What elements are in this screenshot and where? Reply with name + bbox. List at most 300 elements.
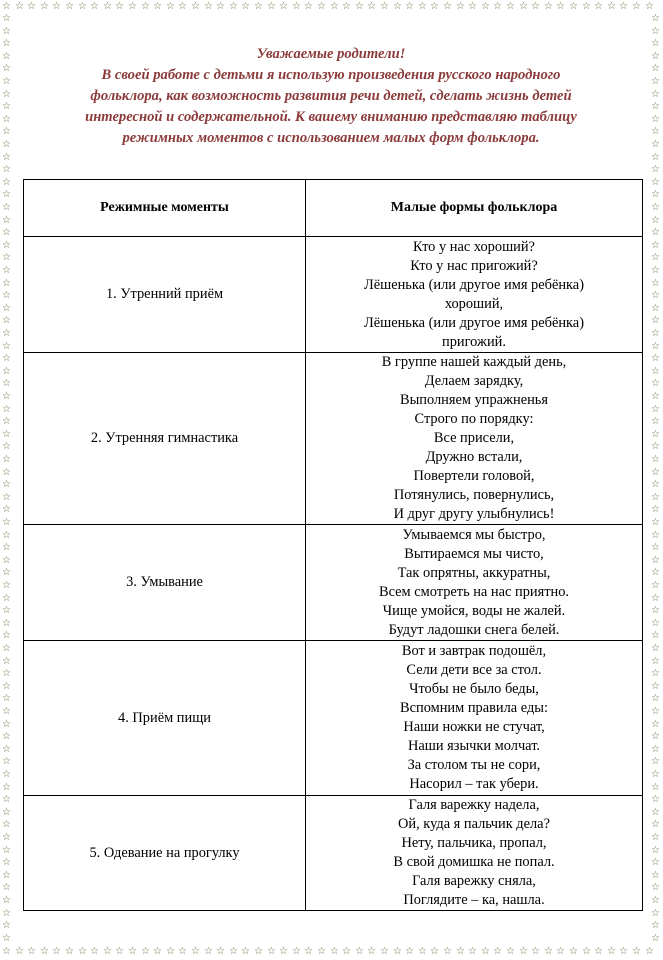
verse-line: Галя варежку надела, — [408, 797, 540, 813]
star-icon: ☆ — [651, 189, 660, 200]
star-icon: ☆ — [651, 366, 660, 377]
star-icon: ☆ — [632, 1, 641, 12]
star-icon: ☆ — [2, 1, 11, 12]
star-icon: ☆ — [216, 1, 225, 12]
star-icon: ☆ — [651, 870, 660, 881]
star-icon: ☆ — [103, 946, 112, 957]
star-icon: ☆ — [607, 946, 616, 957]
star-icon: ☆ — [78, 946, 87, 957]
star-icon: ☆ — [342, 946, 351, 957]
star-icon: ☆ — [52, 946, 61, 957]
star-icon: ☆ — [279, 946, 288, 957]
star-icon: ☆ — [2, 794, 11, 805]
star-icon: ☆ — [651, 252, 660, 263]
star-icon: ☆ — [2, 328, 11, 339]
star-icon: ☆ — [317, 1, 326, 12]
star-icon: ☆ — [651, 227, 660, 238]
routine-moment-cell: 3. Умывание — [24, 525, 306, 641]
star-icon: ☆ — [292, 946, 301, 957]
star-icon: ☆ — [2, 555, 11, 566]
star-icon: ☆ — [651, 265, 660, 276]
star-icon: ☆ — [2, 895, 11, 906]
star-icon: ☆ — [90, 1, 99, 12]
star-icon: ☆ — [40, 946, 49, 957]
star-icon: ☆ — [128, 946, 137, 957]
star-icon: ☆ — [2, 114, 11, 125]
star-icon: ☆ — [229, 946, 238, 957]
star-icon: ☆ — [651, 467, 660, 478]
star-icon: ☆ — [619, 946, 628, 957]
star-icon: ☆ — [254, 1, 263, 12]
verse-line: Так опрятны, аккуратны, — [397, 564, 551, 581]
star-icon: ☆ — [2, 391, 11, 402]
verse-line: Нету, пальчика, пропал, — [401, 835, 547, 851]
star-icon: ☆ — [2, 504, 11, 515]
verse-line: Дружно встали, — [425, 449, 523, 465]
routine-moment-cell: 4. Приём пищи — [24, 641, 306, 796]
star-icon: ☆ — [2, 605, 11, 616]
star-icon: ☆ — [651, 744, 660, 755]
star-icon: ☆ — [90, 946, 99, 957]
star-icon: ☆ — [342, 1, 351, 12]
star-icon: ☆ — [393, 1, 402, 12]
star-icon: ☆ — [2, 164, 11, 175]
star-icon: ☆ — [493, 946, 502, 957]
table-row — [24, 237, 643, 353]
star-icon: ☆ — [128, 1, 137, 12]
verse-line: Вот и завтрак подошёл, — [401, 643, 547, 659]
star-icon: ☆ — [519, 1, 528, 12]
star-icon: ☆ — [651, 580, 660, 591]
verse-line: Галя варежку сняла, — [412, 873, 536, 889]
star-icon: ☆ — [141, 1, 150, 12]
star-icon: ☆ — [115, 946, 124, 957]
star-icon: ☆ — [2, 618, 11, 629]
star-icon: ☆ — [2, 366, 11, 377]
routine-moment-cell: 5. Одевание на прогулку — [24, 796, 306, 911]
star-icon: ☆ — [2, 13, 11, 24]
star-icon: ☆ — [619, 1, 628, 12]
star-icon: ☆ — [651, 555, 660, 566]
star-icon: ☆ — [651, 328, 660, 339]
star-icon: ☆ — [651, 353, 660, 364]
star-icon: ☆ — [2, 920, 11, 931]
star-icon: ☆ — [651, 303, 660, 314]
star-icon: ☆ — [651, 26, 660, 37]
verse-line: Все присели, — [433, 430, 515, 446]
star-icon: ☆ — [2, 278, 11, 289]
star-icon: ☆ — [430, 1, 439, 12]
star-icon: ☆ — [367, 946, 376, 957]
star-icon: ☆ — [651, 605, 660, 616]
star-icon: ☆ — [651, 139, 660, 150]
star-icon: ☆ — [279, 1, 288, 12]
star-icon: ☆ — [645, 1, 654, 12]
star-icon: ☆ — [651, 89, 660, 100]
star-icon: ☆ — [2, 832, 11, 843]
star-icon: ☆ — [355, 946, 364, 957]
folklore-verse-cell — [306, 525, 643, 641]
star-icon: ☆ — [481, 946, 490, 957]
star-icon: ☆ — [2, 63, 11, 74]
verse-line: Потянулись, повернулись, — [393, 487, 555, 503]
star-icon: ☆ — [2, 479, 11, 490]
star-icon: ☆ — [651, 668, 660, 679]
star-icon: ☆ — [2, 126, 11, 137]
star-icon: ☆ — [2, 89, 11, 100]
verse-line: Лёшенька (или другое имя ребёнка) — [363, 276, 584, 293]
star-icon: ☆ — [651, 51, 660, 62]
star-icon: ☆ — [651, 126, 660, 137]
star-icon: ☆ — [651, 530, 660, 541]
star-icon: ☆ — [651, 404, 660, 415]
star-icon: ☆ — [651, 416, 660, 427]
star-icon: ☆ — [380, 946, 389, 957]
star-icon: ☆ — [651, 933, 660, 944]
verse-line: Наши ножки не стучат, — [403, 719, 545, 735]
star-icon: ☆ — [2, 265, 11, 276]
star-icon: ☆ — [330, 946, 339, 957]
star-icon: ☆ — [178, 946, 187, 957]
verse-line: Вытираемся мы чисто, — [404, 545, 544, 562]
verse-line: Повертели головой, — [413, 468, 535, 484]
star-icon: ☆ — [2, 593, 11, 604]
star-icon: ☆ — [651, 895, 660, 906]
star-icon: ☆ — [2, 467, 11, 478]
star-icon: ☆ — [27, 946, 36, 957]
star-icon: ☆ — [2, 668, 11, 679]
verse-line: Выполняем упражненья — [400, 392, 548, 408]
intro-message — [32, 44, 630, 149]
star-icon: ☆ — [651, 202, 660, 213]
star-icon: ☆ — [582, 1, 591, 12]
verse-line: Насорил – так убери. — [409, 776, 539, 792]
star-icon: ☆ — [569, 946, 578, 957]
star-icon: ☆ — [2, 933, 11, 944]
star-icon: ☆ — [651, 13, 660, 24]
star-icon: ☆ — [355, 1, 364, 12]
star-icon: ☆ — [2, 189, 11, 200]
star-icon: ☆ — [651, 429, 660, 440]
star-icon: ☆ — [651, 315, 660, 326]
star-icon: ☆ — [2, 870, 11, 881]
star-icon: ☆ — [651, 794, 660, 805]
table-header-row — [24, 180, 643, 237]
star-icon: ☆ — [2, 681, 11, 692]
intro-line: фольклора, как возможность развития речи детей, сделать жизнь детей — [90, 88, 572, 104]
star-icon: ☆ — [65, 946, 74, 957]
star-icon: ☆ — [2, 404, 11, 415]
star-icon: ☆ — [40, 1, 49, 12]
star-icon: ☆ — [651, 920, 660, 931]
star-icon: ☆ — [241, 946, 250, 957]
star-icon: ☆ — [651, 278, 660, 289]
star-icon: ☆ — [651, 542, 660, 553]
star-icon: ☆ — [651, 807, 660, 818]
star-icon: ☆ — [191, 946, 200, 957]
star-icon: ☆ — [2, 731, 11, 742]
star-icon: ☆ — [556, 1, 565, 12]
star-icon: ☆ — [651, 593, 660, 604]
star-icon: ☆ — [443, 1, 452, 12]
star-icon: ☆ — [2, 656, 11, 667]
star-icon: ☆ — [2, 845, 11, 856]
star-icon: ☆ — [52, 1, 61, 12]
star-icon: ☆ — [651, 681, 660, 692]
verse-line: Чище умойся, воды не жалей. — [382, 602, 566, 619]
intro-line: В своей работе с детьми я использую произведения русского народного — [101, 67, 561, 83]
verse-line: Ой, куда я пальчик дела? — [398, 816, 550, 832]
star-icon: ☆ — [2, 177, 11, 188]
star-icon: ☆ — [651, 38, 660, 49]
verse-line: Строго по порядку: — [414, 411, 534, 427]
star-icon: ☆ — [2, 782, 11, 793]
star-icon: ☆ — [651, 63, 660, 74]
star-icon: ☆ — [418, 946, 427, 957]
star-icon: ☆ — [519, 946, 528, 957]
star-icon: ☆ — [651, 567, 660, 578]
star-icon: ☆ — [651, 240, 660, 251]
folklore-table — [23, 179, 643, 911]
star-icon: ☆ — [304, 946, 313, 957]
verse-line: Вспомним правила еды: — [400, 700, 548, 716]
verse-line: Делаем зарядку, — [424, 373, 524, 389]
verse-line: Умываемся мы быстро, — [402, 526, 546, 543]
star-icon: ☆ — [651, 756, 660, 767]
star-icon: ☆ — [582, 946, 591, 957]
table-row — [24, 525, 643, 641]
star-icon: ☆ — [2, 807, 11, 818]
star-icon: ☆ — [2, 303, 11, 314]
star-icon: ☆ — [651, 618, 660, 629]
star-icon: ☆ — [2, 819, 11, 830]
star-icon: ☆ — [544, 946, 553, 957]
star-icon: ☆ — [153, 1, 162, 12]
star-icon: ☆ — [2, 227, 11, 238]
verse-line: И друг другу улыбнулись! — [393, 506, 555, 522]
star-icon: ☆ — [651, 908, 660, 919]
star-icon: ☆ — [468, 946, 477, 957]
star-icon: ☆ — [481, 1, 490, 12]
star-icon: ☆ — [651, 492, 660, 503]
star-icon: ☆ — [607, 1, 616, 12]
star-icon: ☆ — [2, 378, 11, 389]
star-icon: ☆ — [2, 744, 11, 755]
star-icon: ☆ — [531, 946, 540, 957]
star-icon: ☆ — [2, 693, 11, 704]
star-icon: ☆ — [651, 782, 660, 793]
star-icon: ☆ — [254, 946, 263, 957]
table-row — [24, 353, 643, 525]
star-icon: ☆ — [651, 706, 660, 717]
star-icon: ☆ — [651, 101, 660, 112]
header-folklore: Малые формы фольклора — [306, 180, 643, 237]
star-icon: ☆ — [267, 946, 276, 957]
star-icon: ☆ — [15, 946, 24, 957]
star-icon: ☆ — [651, 479, 660, 490]
star-icon: ☆ — [367, 1, 376, 12]
star-icon: ☆ — [2, 26, 11, 37]
star-icon: ☆ — [651, 114, 660, 125]
star-icon: ☆ — [2, 908, 11, 919]
star-icon: ☆ — [2, 542, 11, 553]
verse-line: В группе нашей каждый день, — [381, 354, 567, 370]
routine-moment-cell: 2. Утренняя гимнастика — [24, 353, 306, 525]
star-icon: ☆ — [2, 769, 11, 780]
star-icon: ☆ — [405, 946, 414, 957]
star-icon: ☆ — [651, 76, 660, 87]
star-icon: ☆ — [2, 315, 11, 326]
star-icon: ☆ — [2, 139, 11, 150]
star-icon: ☆ — [166, 946, 175, 957]
star-icon: ☆ — [651, 643, 660, 654]
star-icon: ☆ — [651, 164, 660, 175]
star-icon: ☆ — [2, 857, 11, 868]
verse-line: Лёшенька (или другое имя ребёнка) — [363, 314, 584, 331]
star-icon: ☆ — [651, 341, 660, 352]
star-icon: ☆ — [292, 1, 301, 12]
routine-moment-cell: 1. Утренний приём — [24, 237, 306, 353]
star-icon: ☆ — [456, 1, 465, 12]
star-icon: ☆ — [2, 215, 11, 226]
star-icon: ☆ — [651, 693, 660, 704]
star-icon: ☆ — [651, 378, 660, 389]
star-icon: ☆ — [2, 567, 11, 578]
verse-line: Сели дети все за стол. — [406, 662, 542, 678]
star-icon: ☆ — [632, 946, 641, 957]
star-icon: ☆ — [651, 454, 660, 465]
star-icon: ☆ — [2, 706, 11, 717]
star-icon: ☆ — [443, 946, 452, 957]
folklore-verse-cell — [306, 237, 643, 353]
star-icon: ☆ — [2, 252, 11, 263]
star-icon: ☆ — [15, 1, 24, 12]
star-icon: ☆ — [651, 504, 660, 515]
star-icon: ☆ — [2, 152, 11, 163]
intro-line: режимных моментов с использованием малых форм фольклора. — [122, 130, 540, 146]
star-icon: ☆ — [141, 946, 150, 957]
star-icon: ☆ — [556, 946, 565, 957]
star-icon: ☆ — [2, 416, 11, 427]
intro-line: Уважаемые родители! — [256, 46, 406, 62]
star-icon: ☆ — [594, 1, 603, 12]
verse-line: пригожий. — [442, 333, 506, 350]
star-icon: ☆ — [651, 177, 660, 188]
star-icon: ☆ — [651, 769, 660, 780]
star-icon: ☆ — [651, 391, 660, 402]
verse-line: За столом ты не сори, — [407, 757, 541, 773]
star-icon: ☆ — [191, 1, 200, 12]
star-icon: ☆ — [2, 202, 11, 213]
star-icon: ☆ — [393, 946, 402, 957]
star-icon: ☆ — [380, 1, 389, 12]
star-icon: ☆ — [2, 51, 11, 62]
star-icon: ☆ — [651, 819, 660, 830]
star-icon: ☆ — [241, 1, 250, 12]
star-icon: ☆ — [2, 630, 11, 641]
star-icon: ☆ — [405, 1, 414, 12]
star-icon: ☆ — [2, 946, 11, 957]
star-icon: ☆ — [267, 1, 276, 12]
table-row — [24, 796, 643, 911]
star-icon: ☆ — [317, 946, 326, 957]
star-icon: ☆ — [178, 1, 187, 12]
star-icon: ☆ — [651, 882, 660, 893]
folklore-verse-cell — [306, 641, 643, 796]
star-icon: ☆ — [2, 290, 11, 301]
intro-line: интересной и содержательной. К вашему вниманию представляю таблицу — [85, 109, 577, 125]
star-icon: ☆ — [506, 1, 515, 12]
star-icon: ☆ — [651, 719, 660, 730]
star-icon: ☆ — [115, 1, 124, 12]
star-icon: ☆ — [2, 429, 11, 440]
star-icon: ☆ — [2, 38, 11, 49]
star-icon: ☆ — [651, 441, 660, 452]
star-icon: ☆ — [651, 731, 660, 742]
star-icon: ☆ — [153, 946, 162, 957]
star-icon: ☆ — [2, 76, 11, 87]
star-icon: ☆ — [418, 1, 427, 12]
star-icon: ☆ — [651, 152, 660, 163]
table-row — [24, 641, 643, 796]
star-icon: ☆ — [166, 1, 175, 12]
star-icon: ☆ — [78, 1, 87, 12]
star-icon: ☆ — [2, 441, 11, 452]
star-icon: ☆ — [569, 1, 578, 12]
star-icon: ☆ — [2, 530, 11, 541]
verse-line: хороший, — [444, 295, 504, 312]
folklore-verse-cell — [306, 353, 643, 525]
star-icon: ☆ — [2, 353, 11, 364]
star-icon: ☆ — [2, 882, 11, 893]
star-icon: ☆ — [651, 845, 660, 856]
star-icon: ☆ — [2, 454, 11, 465]
star-icon: ☆ — [531, 1, 540, 12]
star-icon: ☆ — [65, 1, 74, 12]
star-icon: ☆ — [2, 756, 11, 767]
folklore-verse-cell — [306, 796, 643, 911]
verse-line: Поглядите – ка, нашла. — [403, 892, 545, 908]
star-icon: ☆ — [651, 857, 660, 868]
star-icon: ☆ — [2, 492, 11, 503]
star-icon: ☆ — [204, 946, 213, 957]
star-icon: ☆ — [506, 946, 515, 957]
verse-line: В свой домишка не попал. — [393, 854, 555, 870]
star-icon: ☆ — [216, 946, 225, 957]
star-icon: ☆ — [651, 215, 660, 226]
star-icon: ☆ — [229, 1, 238, 12]
star-icon: ☆ — [2, 580, 11, 591]
verse-line: Кто у нас хороший? — [413, 238, 535, 255]
verse-line: Всем смотреть на нас приятно. — [378, 583, 569, 600]
star-icon: ☆ — [204, 1, 213, 12]
star-icon: ☆ — [468, 1, 477, 12]
star-icon: ☆ — [2, 341, 11, 352]
star-icon: ☆ — [544, 1, 553, 12]
verse-line: Будут ладошки снега белей. — [388, 621, 560, 638]
star-icon: ☆ — [2, 719, 11, 730]
star-icon: ☆ — [594, 946, 603, 957]
star-icon: ☆ — [493, 1, 502, 12]
star-icon: ☆ — [330, 1, 339, 12]
star-icon: ☆ — [645, 946, 654, 957]
verse-line: Кто у нас пригожий? — [410, 257, 538, 274]
star-icon: ☆ — [651, 517, 660, 528]
star-icon: ☆ — [651, 290, 660, 301]
star-icon: ☆ — [651, 832, 660, 843]
star-icon: ☆ — [27, 1, 36, 12]
header-moments: Режимные моменты — [24, 180, 306, 237]
